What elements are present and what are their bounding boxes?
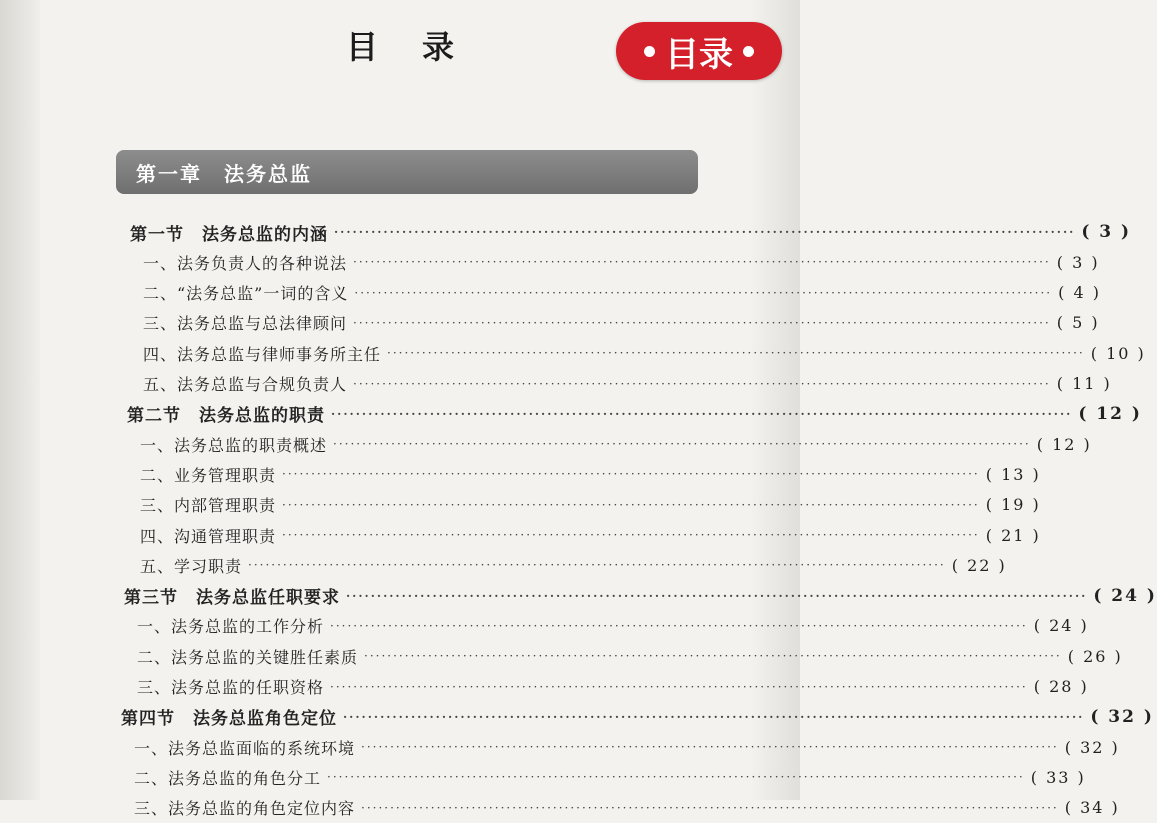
toc-leader-dots: ························································································································	[346, 588, 1088, 603]
toc-entry-label: 五、法务总监与合规负责人	[143, 375, 348, 394]
badge-label: 目录	[665, 34, 733, 75]
toc-page-number: ( 3 )	[1081, 222, 1132, 242]
toc-entry-label: 一、法务总监的工作分析	[137, 617, 325, 637]
toc-entry-label: 二、法务总监的关键胜任素质	[137, 647, 359, 667]
toc-leader-dots: ························································································································	[330, 679, 1028, 694]
toc-leader-dots: ························································································································	[353, 376, 1051, 391]
toc-item-row	[140, 429, 1092, 459]
toc-page-number: ( 34 )	[1064, 798, 1120, 818]
toc-entry-label: 第一节 法务总监的内涵	[130, 224, 328, 245]
toc-leader-dots: ························································································································	[353, 315, 1051, 330]
toc-entry-label: 二、法务总监的角色分工	[134, 768, 322, 788]
toc-leader-dots: ························································································································	[327, 770, 1025, 785]
badge-dot-right-icon	[743, 46, 754, 57]
page-title: 目录	[345, 28, 498, 66]
toc-entry-label: 第三节 法务总监任职要求	[124, 588, 340, 609]
toc-leader-dots: ························································································································	[361, 740, 1059, 755]
toc-page-number: ( 26 )	[1067, 646, 1123, 666]
toc-item-row	[140, 459, 1041, 489]
toc-entry-label: 三、法务总监的任职资格	[137, 678, 325, 697]
toc-page-number: ( 33 )	[1030, 767, 1086, 787]
toc-section-row	[130, 217, 1132, 247]
toc-leader-dots: ························································································································	[387, 346, 1085, 361]
toc-entry-label: 三、法务总监与总法律顾问	[143, 314, 348, 334]
toc-page-number: ( 24 )	[1093, 585, 1157, 606]
toc-leader-dots: ························································································································	[361, 800, 1059, 815]
toc-item-row	[143, 308, 1100, 338]
toc-item-row	[140, 520, 1041, 550]
toc-leader-dots: ························································································································	[333, 437, 1031, 452]
toc-leader-dots: ························································································································	[248, 558, 946, 573]
toc-leader-dots: ························································································································	[282, 497, 980, 512]
toc-entry-label: 一、法务总监的职责概述	[140, 435, 328, 455]
toc-item-row	[143, 338, 1146, 368]
toc-entry-label: 三、内部管理职责	[140, 496, 277, 516]
toc-leader-dots: ························································································································	[331, 406, 1073, 421]
toc-page-number: ( 13 )	[985, 464, 1041, 484]
toc-entry-label: 三、法务总监的角色定位内容	[134, 799, 356, 819]
toc-item-row	[137, 672, 1089, 702]
chapter-title: 第一章 法务总监	[136, 161, 312, 186]
toc-page-number: ( 12 )	[1036, 434, 1092, 454]
badge-dot-left-icon	[644, 46, 655, 57]
toc-badge	[616, 22, 782, 80]
toc-leader-dots: ························································································································	[282, 467, 980, 482]
toc-leader-dots: ························································································································	[330, 618, 1028, 633]
toc-entry-label: 第二节 法务总监的职责	[127, 406, 325, 427]
toc-leader-dots: ························································································································	[354, 285, 1053, 300]
toc-page-number: ( 32 )	[1064, 737, 1120, 757]
toc-page-number: ( 28 )	[1033, 677, 1089, 696]
toc-entry-label: 一、法务总监面临的系统环境	[134, 738, 356, 758]
toc-page-number: ( 24 )	[1033, 616, 1089, 636]
toc-entry-label: 第四节 法务总监角色定位	[121, 709, 337, 730]
toc-page-number: ( 10 )	[1090, 343, 1146, 363]
toc-entry-label: 二、“法务总监”一词的含义	[143, 284, 349, 304]
toc-page-number: ( 4 )	[1058, 283, 1101, 303]
toc-entry-label: 二、业务管理职责	[140, 465, 277, 485]
toc-item-row	[143, 369, 1112, 399]
toc-item-row	[137, 611, 1089, 641]
toc-item-row	[140, 550, 1007, 580]
toc-section-row	[121, 702, 1154, 732]
toc-leader-dots: ························································································································	[343, 709, 1085, 724]
toc-page-number: ( 3 )	[1056, 252, 1100, 272]
toc-page-number: ( 32 )	[1090, 706, 1154, 727]
toc-page-number: ( 5 )	[1056, 313, 1100, 333]
toc-entry-label: 一、法务负责人的各种说法	[143, 253, 348, 273]
toc-item-row	[134, 762, 1086, 792]
toc-page-number: ( 21 )	[985, 525, 1041, 545]
toc-leader-dots: ························································································································	[353, 255, 1051, 270]
toc-page-number: ( 19 )	[985, 495, 1041, 515]
toc-leader-dots: ························································································································	[364, 649, 1062, 664]
toc-section-row	[124, 581, 1157, 611]
toc-item-row	[134, 793, 1120, 823]
toc-page-number: ( 22 )	[951, 555, 1007, 575]
toc-entry-label: 四、沟通管理职责	[140, 526, 277, 546]
toc-item-row	[137, 641, 1123, 671]
toc-leader-dots: ························································································································	[282, 528, 980, 542]
chapter-heading	[116, 150, 698, 194]
toc-leader-dots: ························································································································	[334, 225, 1076, 239]
toc-item-row	[140, 490, 1041, 520]
toc-section-row	[127, 399, 1142, 429]
toc-item-row	[134, 732, 1120, 762]
toc-page-number: ( 12 )	[1078, 403, 1142, 424]
toc-entry-label: 五、学习职责	[140, 556, 243, 576]
toc-item-row	[143, 278, 1101, 308]
toc-page-number: ( 11 )	[1056, 374, 1112, 393]
toc-item-row	[143, 247, 1100, 277]
toc-entry-label: 四、法务总监与律师事务所主任	[143, 344, 382, 364]
page-shadow-left	[0, 0, 40, 800]
